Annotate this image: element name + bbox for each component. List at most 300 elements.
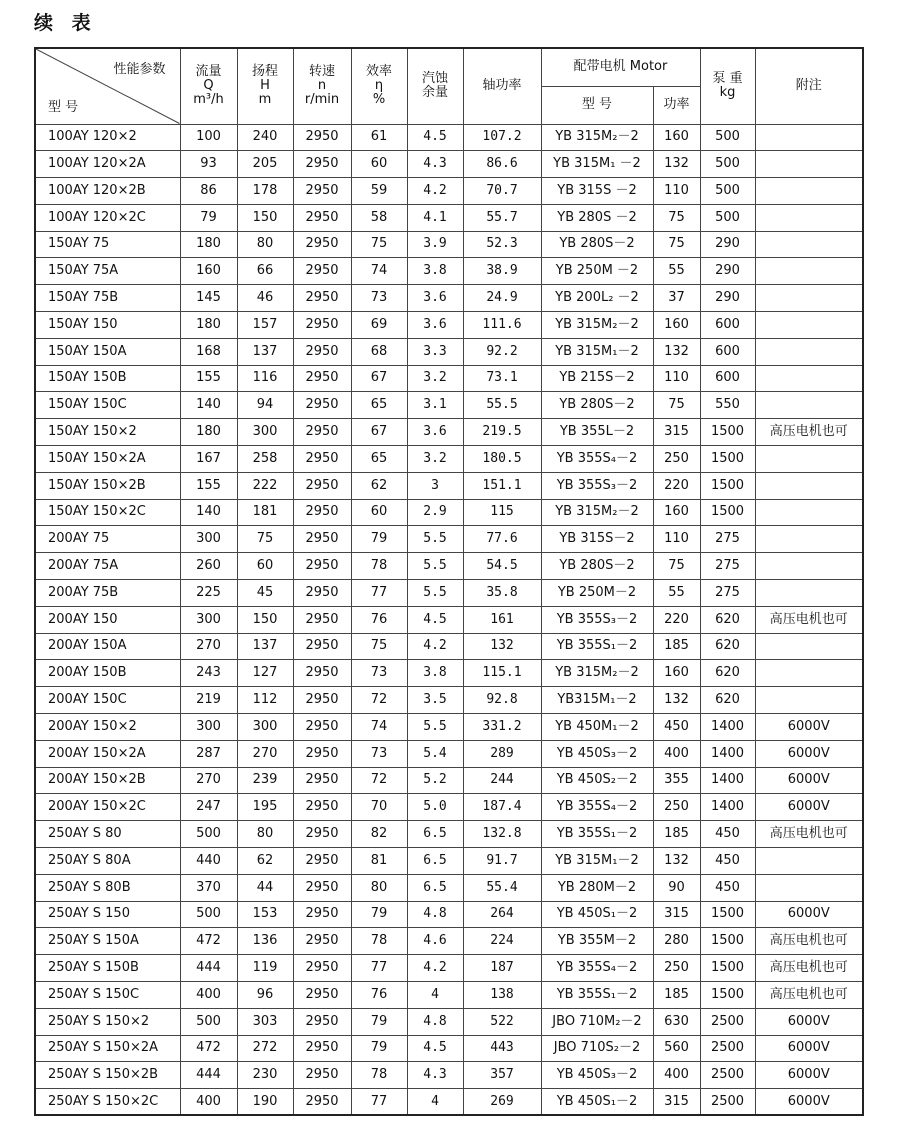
cell-note: [755, 231, 863, 258]
cell-motor-power: 315: [653, 419, 700, 446]
cell-motor-power: 400: [653, 1062, 700, 1089]
page-title: 续 表: [34, 12, 97, 34]
cell-shaft-power: 357: [463, 1062, 541, 1089]
cell-weight: 500: [700, 178, 755, 205]
cell-speed: 2950: [293, 285, 351, 312]
cell-head: 119: [237, 955, 293, 982]
cell-speed: 2950: [293, 1062, 351, 1089]
cell-motor-model: YB 315S －2: [541, 178, 653, 205]
cell-model: 200AY 150B: [35, 660, 180, 687]
cell-weight: 290: [700, 258, 755, 285]
cell-npsh: 4.8: [407, 1008, 463, 1035]
cell-npsh: 5.2: [407, 767, 463, 794]
cell-head: 136: [237, 928, 293, 955]
cell-motor-power: 250: [653, 446, 700, 473]
cell-motor-model: YB 355S₁－2: [541, 821, 653, 848]
cell-model: 200AY 150×2: [35, 714, 180, 741]
table-row: [35, 178, 863, 205]
cell-npsh: 6.5: [407, 848, 463, 875]
cell-motor-model: YB 315S－2: [541, 526, 653, 553]
cell-note: 6000V: [755, 1035, 863, 1062]
cell-head: 150: [237, 606, 293, 633]
table-row: [35, 392, 863, 419]
cell-model: 200AY 75A: [35, 553, 180, 580]
cell-shaft-power: 289: [463, 740, 541, 767]
cell-note: 高压电机也可: [755, 982, 863, 1009]
header-motor-model: 型 号: [541, 86, 653, 124]
cell-model: 250AY S 150A: [35, 928, 180, 955]
cell-motor-model: YB 355S₁－2: [541, 982, 653, 1009]
cell-speed: 2950: [293, 848, 351, 875]
cell-model: 100AY 120×2: [35, 124, 180, 151]
cell-note: 高压电机也可: [755, 606, 863, 633]
cell-model: 200AY 75B: [35, 580, 180, 607]
cell-speed: 2950: [293, 874, 351, 901]
cell-shaft-power: 115: [463, 499, 541, 526]
cell-motor-power: 110: [653, 178, 700, 205]
cell-flow: 400: [180, 982, 237, 1009]
cell-flow: 247: [180, 794, 237, 821]
cell-motor-power: 132: [653, 848, 700, 875]
cell-npsh: 6.5: [407, 821, 463, 848]
cell-efficiency: 79: [351, 526, 407, 553]
cell-note: [755, 499, 863, 526]
cell-shaft-power: 522: [463, 1008, 541, 1035]
table-row: [35, 928, 863, 955]
cell-shaft-power: 115.1: [463, 660, 541, 687]
cell-head: 178: [237, 178, 293, 205]
cell-npsh: 3.9: [407, 231, 463, 258]
cell-shaft-power: 70.7: [463, 178, 541, 205]
cell-shaft-power: 132.8: [463, 821, 541, 848]
cell-efficiency: 72: [351, 687, 407, 714]
cell-speed: 2950: [293, 124, 351, 151]
table-row: [35, 446, 863, 473]
cell-shaft-power: 107.2: [463, 124, 541, 151]
cell-motor-model: YB 280S－2: [541, 231, 653, 258]
cell-shaft-power: 187: [463, 955, 541, 982]
cell-model: 200AY 150×2C: [35, 794, 180, 821]
cell-npsh: 5.0: [407, 794, 463, 821]
cell-model: 150AY 150A: [35, 338, 180, 365]
cell-motor-model: YB 200L₂ －2: [541, 285, 653, 312]
cell-efficiency: 73: [351, 660, 407, 687]
cell-weight: 1500: [700, 982, 755, 1009]
cell-weight: 1400: [700, 714, 755, 741]
cell-speed: 2950: [293, 714, 351, 741]
cell-motor-power: 132: [653, 151, 700, 178]
cell-weight: 600: [700, 365, 755, 392]
cell-note: [755, 446, 863, 473]
cell-model: 150AY 150×2C: [35, 499, 180, 526]
cell-shaft-power: 24.9: [463, 285, 541, 312]
cell-weight: 1400: [700, 740, 755, 767]
cell-speed: 2950: [293, 312, 351, 339]
cell-note: 6000V: [755, 767, 863, 794]
cell-weight: 1500: [700, 901, 755, 928]
cell-model: 150AY 150×2A: [35, 446, 180, 473]
cell-note: [755, 392, 863, 419]
cell-motor-model: YB 355S₄－2: [541, 446, 653, 473]
table-row: [35, 526, 863, 553]
cell-flow: 155: [180, 472, 237, 499]
table-row: [35, 714, 863, 741]
cell-efficiency: 73: [351, 740, 407, 767]
cell-head: 239: [237, 767, 293, 794]
cell-motor-power: 55: [653, 580, 700, 607]
cell-speed: 2950: [293, 553, 351, 580]
cell-efficiency: 74: [351, 258, 407, 285]
cell-note: 高压电机也可: [755, 955, 863, 982]
header-efficiency: 效率 η %: [351, 48, 407, 124]
cell-motor-model: YB 315M₂－2: [541, 499, 653, 526]
cell-motor-power: 220: [653, 606, 700, 633]
cell-model: 250AY S 80A: [35, 848, 180, 875]
cell-efficiency: 67: [351, 419, 407, 446]
cell-motor-power: 160: [653, 124, 700, 151]
table-row: [35, 740, 863, 767]
cell-motor-power: 185: [653, 821, 700, 848]
cell-npsh: 4.2: [407, 955, 463, 982]
table-body: [35, 124, 863, 1115]
cell-note: [755, 204, 863, 231]
cell-model: 150AY 150B: [35, 365, 180, 392]
cell-flow: 472: [180, 1035, 237, 1062]
cell-shaft-power: 92.8: [463, 687, 541, 714]
cell-efficiency: 78: [351, 553, 407, 580]
cell-head: 45: [237, 580, 293, 607]
cell-efficiency: 76: [351, 982, 407, 1009]
cell-weight: 620: [700, 687, 755, 714]
cell-note: [755, 633, 863, 660]
cell-model: 150AY 150C: [35, 392, 180, 419]
cell-npsh: 3.2: [407, 365, 463, 392]
cell-npsh: 3.6: [407, 312, 463, 339]
cell-motor-model: YB 215S－2: [541, 365, 653, 392]
cell-note: [755, 687, 863, 714]
cell-note: 6000V: [755, 794, 863, 821]
header-speed: 转速 n r/min: [293, 48, 351, 124]
cell-note: [755, 151, 863, 178]
table-row: [35, 982, 863, 1009]
cell-shaft-power: 77.6: [463, 526, 541, 553]
cell-npsh: 4.1: [407, 204, 463, 231]
cell-speed: 2950: [293, 258, 351, 285]
cell-shaft-power: 132: [463, 633, 541, 660]
cell-head: 195: [237, 794, 293, 821]
cell-npsh: 3: [407, 472, 463, 499]
cell-note: 6000V: [755, 901, 863, 928]
cell-motor-power: 160: [653, 499, 700, 526]
cell-npsh: 3.5: [407, 687, 463, 714]
cell-motor-model: JBO 710M₂－2: [541, 1008, 653, 1035]
cell-speed: 2950: [293, 767, 351, 794]
cell-shaft-power: 38.9: [463, 258, 541, 285]
cell-npsh: 2.9: [407, 499, 463, 526]
cell-speed: 2950: [293, 472, 351, 499]
header-motor-group: 配带电机 Motor: [541, 48, 700, 86]
cell-model: 150AY 150: [35, 312, 180, 339]
cell-flow: 444: [180, 955, 237, 982]
cell-shaft-power: 443: [463, 1035, 541, 1062]
cell-efficiency: 59: [351, 178, 407, 205]
cell-weight: 500: [700, 124, 755, 151]
cell-speed: 2950: [293, 633, 351, 660]
cell-model: 200AY 150A: [35, 633, 180, 660]
cell-note: 6000V: [755, 1062, 863, 1089]
cell-speed: 2950: [293, 580, 351, 607]
cell-motor-model: YB 355M－2: [541, 928, 653, 955]
cell-efficiency: 60: [351, 499, 407, 526]
cell-weight: 1500: [700, 928, 755, 955]
cell-efficiency: 75: [351, 231, 407, 258]
cell-head: 62: [237, 848, 293, 875]
cell-efficiency: 72: [351, 767, 407, 794]
cell-weight: 600: [700, 338, 755, 365]
cell-speed: 2950: [293, 821, 351, 848]
cell-efficiency: 67: [351, 365, 407, 392]
cell-flow: 140: [180, 499, 237, 526]
cell-efficiency: 81: [351, 848, 407, 875]
cell-speed: 2950: [293, 955, 351, 982]
cell-npsh: 3.3: [407, 338, 463, 365]
header-shaft-power: 轴功率: [463, 48, 541, 124]
cell-shaft-power: 91.7: [463, 848, 541, 875]
cell-flow: 167: [180, 446, 237, 473]
cell-flow: 500: [180, 901, 237, 928]
table-row: [35, 660, 863, 687]
header-npsh: 汽蚀 余量: [407, 48, 463, 124]
cell-efficiency: 78: [351, 1062, 407, 1089]
cell-model: 250AY S 80: [35, 821, 180, 848]
cell-weight: 620: [700, 633, 755, 660]
cell-motor-model: YB 450S₁－2: [541, 901, 653, 928]
cell-efficiency: 77: [351, 1089, 407, 1116]
table-row: [35, 419, 863, 446]
cell-motor-power: 110: [653, 365, 700, 392]
cell-weight: 1500: [700, 419, 755, 446]
cell-weight: 1500: [700, 446, 755, 473]
cell-shaft-power: 219.5: [463, 419, 541, 446]
cell-npsh: 5.5: [407, 714, 463, 741]
cell-note: [755, 285, 863, 312]
cell-weight: 450: [700, 821, 755, 848]
cell-weight: 620: [700, 606, 755, 633]
cell-shaft-power: 151.1: [463, 472, 541, 499]
cell-weight: 275: [700, 580, 755, 607]
cell-weight: 450: [700, 848, 755, 875]
cell-flow: 140: [180, 392, 237, 419]
cell-flow: 225: [180, 580, 237, 607]
cell-speed: 2950: [293, 660, 351, 687]
cell-model: 150AY 150×2B: [35, 472, 180, 499]
cell-speed: 2950: [293, 1089, 351, 1116]
table-row: [35, 821, 863, 848]
table-row: [35, 580, 863, 607]
cell-motor-model: YB 280M－2: [541, 874, 653, 901]
cell-note: 高压电机也可: [755, 419, 863, 446]
cell-weight: 2500: [700, 1035, 755, 1062]
cell-flow: 444: [180, 1062, 237, 1089]
cell-efficiency: 65: [351, 392, 407, 419]
cell-motor-model: YB 280S－2: [541, 553, 653, 580]
cell-weight: 550: [700, 392, 755, 419]
cell-flow: 168: [180, 338, 237, 365]
cell-note: [755, 338, 863, 365]
cell-motor-power: 55: [653, 258, 700, 285]
cell-motor-power: 400: [653, 740, 700, 767]
cell-efficiency: 61: [351, 124, 407, 151]
cell-model: 100AY 120×2A: [35, 151, 180, 178]
header-note: 附注: [755, 48, 863, 124]
cell-flow: 93: [180, 151, 237, 178]
cell-weight: 1500: [700, 955, 755, 982]
cell-motor-power: 160: [653, 660, 700, 687]
cell-head: 127: [237, 660, 293, 687]
cell-npsh: 5.5: [407, 580, 463, 607]
table-header: [35, 48, 863, 124]
table-row: [35, 553, 863, 580]
cell-model: 250AY S 150×2: [35, 1008, 180, 1035]
cell-speed: 2950: [293, 1035, 351, 1062]
cell-motor-power: 355: [653, 767, 700, 794]
cell-flow: 270: [180, 767, 237, 794]
cell-motor-model: YB315M₁－2: [541, 687, 653, 714]
table-row: [35, 499, 863, 526]
cell-flow: 440: [180, 848, 237, 875]
cell-shaft-power: 224: [463, 928, 541, 955]
cell-weight: 1400: [700, 767, 755, 794]
cell-npsh: 6.5: [407, 874, 463, 901]
header-flow: 流量 Q m³/h: [180, 48, 237, 124]
cell-speed: 2950: [293, 446, 351, 473]
cell-model: 150AY 75A: [35, 258, 180, 285]
header-model-label: 型 号: [48, 100, 79, 116]
cell-note: [755, 526, 863, 553]
cell-efficiency: 70: [351, 794, 407, 821]
cell-flow: 79: [180, 204, 237, 231]
cell-shaft-power: 269: [463, 1089, 541, 1116]
cell-model: 250AY S 150B: [35, 955, 180, 982]
table-row: [35, 151, 863, 178]
cell-flow: 180: [180, 312, 237, 339]
cell-flow: 300: [180, 526, 237, 553]
cell-motor-power: 630: [653, 1008, 700, 1035]
cell-speed: 2950: [293, 526, 351, 553]
cell-npsh: 3.2: [407, 446, 463, 473]
table-row: [35, 901, 863, 928]
cell-motor-power: 132: [653, 687, 700, 714]
cell-note: [755, 874, 863, 901]
cell-flow: 300: [180, 606, 237, 633]
cell-shaft-power: 55.7: [463, 204, 541, 231]
cell-shaft-power: 73.1: [463, 365, 541, 392]
cell-efficiency: 60: [351, 151, 407, 178]
cell-shaft-power: 55.5: [463, 392, 541, 419]
cell-speed: 2950: [293, 338, 351, 365]
cell-head: 150: [237, 204, 293, 231]
cell-head: 80: [237, 231, 293, 258]
cell-npsh: 4.6: [407, 928, 463, 955]
cell-flow: 500: [180, 821, 237, 848]
cell-motor-power: 250: [653, 794, 700, 821]
cell-npsh: 4.2: [407, 178, 463, 205]
table-row: [35, 312, 863, 339]
cell-weight: 620: [700, 660, 755, 687]
cell-efficiency: 74: [351, 714, 407, 741]
cell-efficiency: 58: [351, 204, 407, 231]
cell-head: 258: [237, 446, 293, 473]
cell-note: 6000V: [755, 714, 863, 741]
cell-model: 100AY 120×2C: [35, 204, 180, 231]
table-row: [35, 633, 863, 660]
cell-efficiency: 65: [351, 446, 407, 473]
cell-motor-power: 75: [653, 553, 700, 580]
cell-motor-power: 75: [653, 392, 700, 419]
cell-motor-model: YB 355S₃－2: [541, 472, 653, 499]
cell-motor-power: 220: [653, 472, 700, 499]
table-row: [35, 794, 863, 821]
cell-efficiency: 75: [351, 633, 407, 660]
cell-model: 250AY S 150×2C: [35, 1089, 180, 1116]
cell-motor-model: YB 450S₂－2: [541, 767, 653, 794]
cell-flow: 145: [180, 285, 237, 312]
cell-motor-power: 450: [653, 714, 700, 741]
table-row: [35, 606, 863, 633]
cell-head: 46: [237, 285, 293, 312]
cell-shaft-power: 264: [463, 901, 541, 928]
table-row: [35, 955, 863, 982]
cell-model: 250AY S 150×2A: [35, 1035, 180, 1062]
cell-head: 300: [237, 419, 293, 446]
cell-weight: 2500: [700, 1089, 755, 1116]
cell-head: 96: [237, 982, 293, 1009]
cell-motor-power: 90: [653, 874, 700, 901]
cell-speed: 2950: [293, 606, 351, 633]
cell-motor-model: YB 315M₂－2: [541, 124, 653, 151]
cell-model: 250AY S 150×2B: [35, 1062, 180, 1089]
cell-head: 137: [237, 633, 293, 660]
pump-spec-table: [34, 47, 864, 1116]
table-row: [35, 1089, 863, 1116]
table-row: [35, 124, 863, 151]
cell-note: [755, 258, 863, 285]
cell-head: 240: [237, 124, 293, 151]
cell-motor-model: YB 250M －2: [541, 258, 653, 285]
header-motor-power: 功率: [653, 86, 700, 124]
cell-efficiency: 79: [351, 1035, 407, 1062]
cell-efficiency: 78: [351, 928, 407, 955]
cell-shaft-power: 55.4: [463, 874, 541, 901]
cell-speed: 2950: [293, 499, 351, 526]
cell-model: 250AY S 150C: [35, 982, 180, 1009]
cell-npsh: 3.8: [407, 660, 463, 687]
cell-motor-model: YB 450S₃－2: [541, 740, 653, 767]
cell-efficiency: 77: [351, 955, 407, 982]
cell-speed: 2950: [293, 178, 351, 205]
cell-speed: 2950: [293, 928, 351, 955]
cell-head: 272: [237, 1035, 293, 1062]
cell-motor-power: 110: [653, 526, 700, 553]
cell-shaft-power: 331.2: [463, 714, 541, 741]
cell-head: 270: [237, 740, 293, 767]
cell-flow: 180: [180, 231, 237, 258]
cell-head: 75: [237, 526, 293, 553]
cell-speed: 2950: [293, 419, 351, 446]
cell-weight: 1500: [700, 499, 755, 526]
cell-motor-model: YB 450S₁－2: [541, 1089, 653, 1116]
cell-shaft-power: 244: [463, 767, 541, 794]
